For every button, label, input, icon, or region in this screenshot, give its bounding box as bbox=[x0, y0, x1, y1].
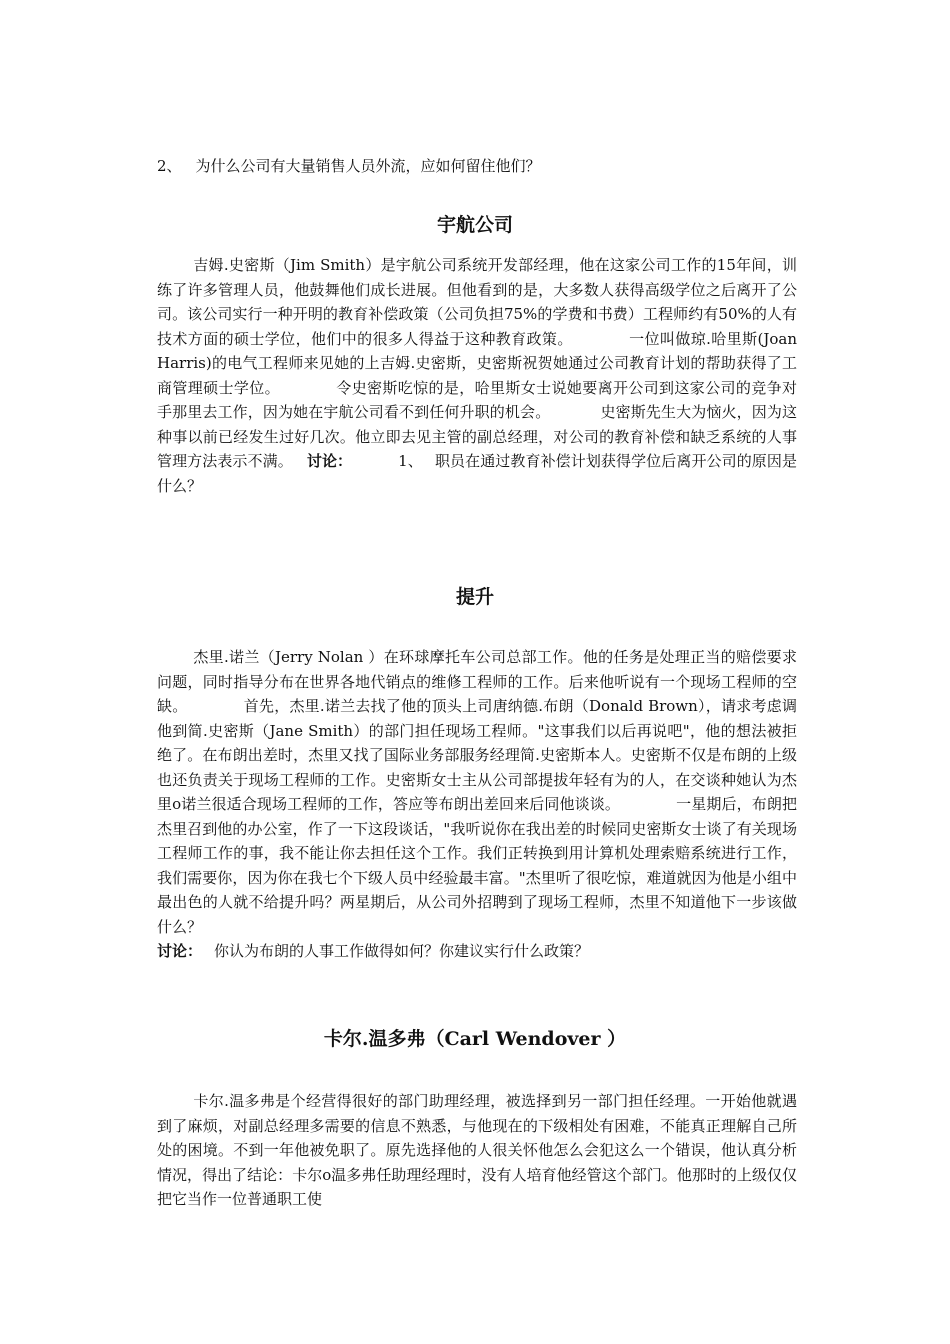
case-title-aerospace: 宇航公司 bbox=[436, 214, 513, 236]
discussion-1-number: 1、 bbox=[398, 452, 423, 470]
case1-sentence-3: 令史密斯吃惊的是，哈里斯女士说她要离开公司到这家公司的竞争对手那里去工作，因为她在宇航公司看不到任何升职的机会。 bbox=[157, 378, 797, 421]
question-number: 2、 bbox=[157, 157, 182, 175]
case3-sentence-1: 卡尔.温多弗是个经营得很好的部门助理经理，被选择到另一部门担任经理。一开始他就遇到了麻烦，对副总经理多需要的信息不熟悉，与他现在的下级相处有困难，不能真正理解自己所处的困境。不到一年他被免职了。原先选择他的人很关怀他怎么会犯这么一个错误，他认真分析情况，得出了结论：卡尔o温多弗任助理经理时，没有人培育他经管这个部门。他那时的上级仅仅把它当作一位普通职工使 bbox=[157, 1092, 797, 1208]
case2-sentence-3: 一星期后，布朗把杰里召到他的办公室，作了一下这段谈话，"我听说你在我出差的时候同史密斯女士谈了有关现场工程师工作的事，我不能让你去担任这个工作。我们正转换到用计算机处理索赔系统进行工作，我们需要你，因为你在我七个下级人员中经验最丰富。"杰里听了很吃惊，难道就因为他是小组中最出色的人就不给提升吗？两星期后，从公司外招聘到了现场工程师，杰里不知道他下一步该做什么？ bbox=[157, 795, 797, 936]
case-body-promotion bbox=[157, 645, 797, 964]
case-body-aerospace bbox=[157, 253, 797, 498]
discussion-text: 你认为布朗的人事工作做得如何？你建议实行什么政策？ bbox=[214, 942, 590, 960]
question-2 bbox=[157, 154, 797, 178]
discussion-1-text: 职员在通过教育补偿计划获得学位后离开公司的原因是什么？ bbox=[157, 452, 797, 495]
case-body-carl-wendover bbox=[157, 1089, 797, 1212]
case1-sentence-4: 史密斯先生大为恼火，因为这种事以前已经发生过好几次。他立即去见主管的副总经理，对公司的教育补偿和缺乏系统的人事管理方法表示不满。 bbox=[157, 403, 797, 470]
case1-sentence-1: 吉姆.史密斯（Jim Smith）是宇航公司系统开发部经理，他在这家公司工作的15年间，训练了许多管理人员，他鼓舞他们成长进展。但他看到的是，大多数人获得高级学位之后离开了公司。该公司实行一种开明的教育补偿政策（公司负担75%的学费和书费）工程师约有50%的人有技术方面的硕士学位，他们中的很多人得益于这种教育政策。 bbox=[157, 256, 797, 348]
case2-sentence-2: 首先，杰里.诺兰去找了他的顶头上司唐纳德.布朗（Donald Brown），请求考虑调他到简.史密斯（Jane Smith）的部门担任现场工程师。"这事我们以后再说吧"，他的想法被拒绝了。在布朗出差时，杰里又找了国际业务部服务经理简.史密斯本人。史密斯不仅是布朗的上级也还负责关于现场工程师的工作。史密斯女士主从公司部提拔年轻有为的人，在交谈种她认为杰里o诺兰很适合现场工程师的工作，答应等布朗出差回来后同他谈谈。 bbox=[157, 697, 797, 813]
question-text: 为什么公司有大量销售人员外流，应如何留住他们？ bbox=[195, 157, 541, 175]
discussion-label: 讨论： bbox=[157, 942, 203, 960]
discussion-label: 讨论： bbox=[306, 452, 353, 470]
case2-sentence-1: 杰里.诺兰（Jerry Nolan ）在环球摩托车公司总部工作。他的任务是处理正当的赔偿要求问题，同时指导分布在世界各地代销点的维修工程师的工作。后来他听说有一个现场工程师的空缺。 bbox=[157, 648, 797, 715]
case-title-promotion: 提升 bbox=[455, 586, 494, 608]
case1-sentence-2: 一位叫做琼.哈里斯(Joan Harris)的电气工程师来见她的上吉姆.史密斯，史密斯祝贺她通过公司教育计划的帮助获得了工商管理硕士学位。 bbox=[157, 329, 797, 397]
case-title-carl-wendover: 卡尔.温多弗（Carl Wendover ） bbox=[323, 1028, 627, 1050]
